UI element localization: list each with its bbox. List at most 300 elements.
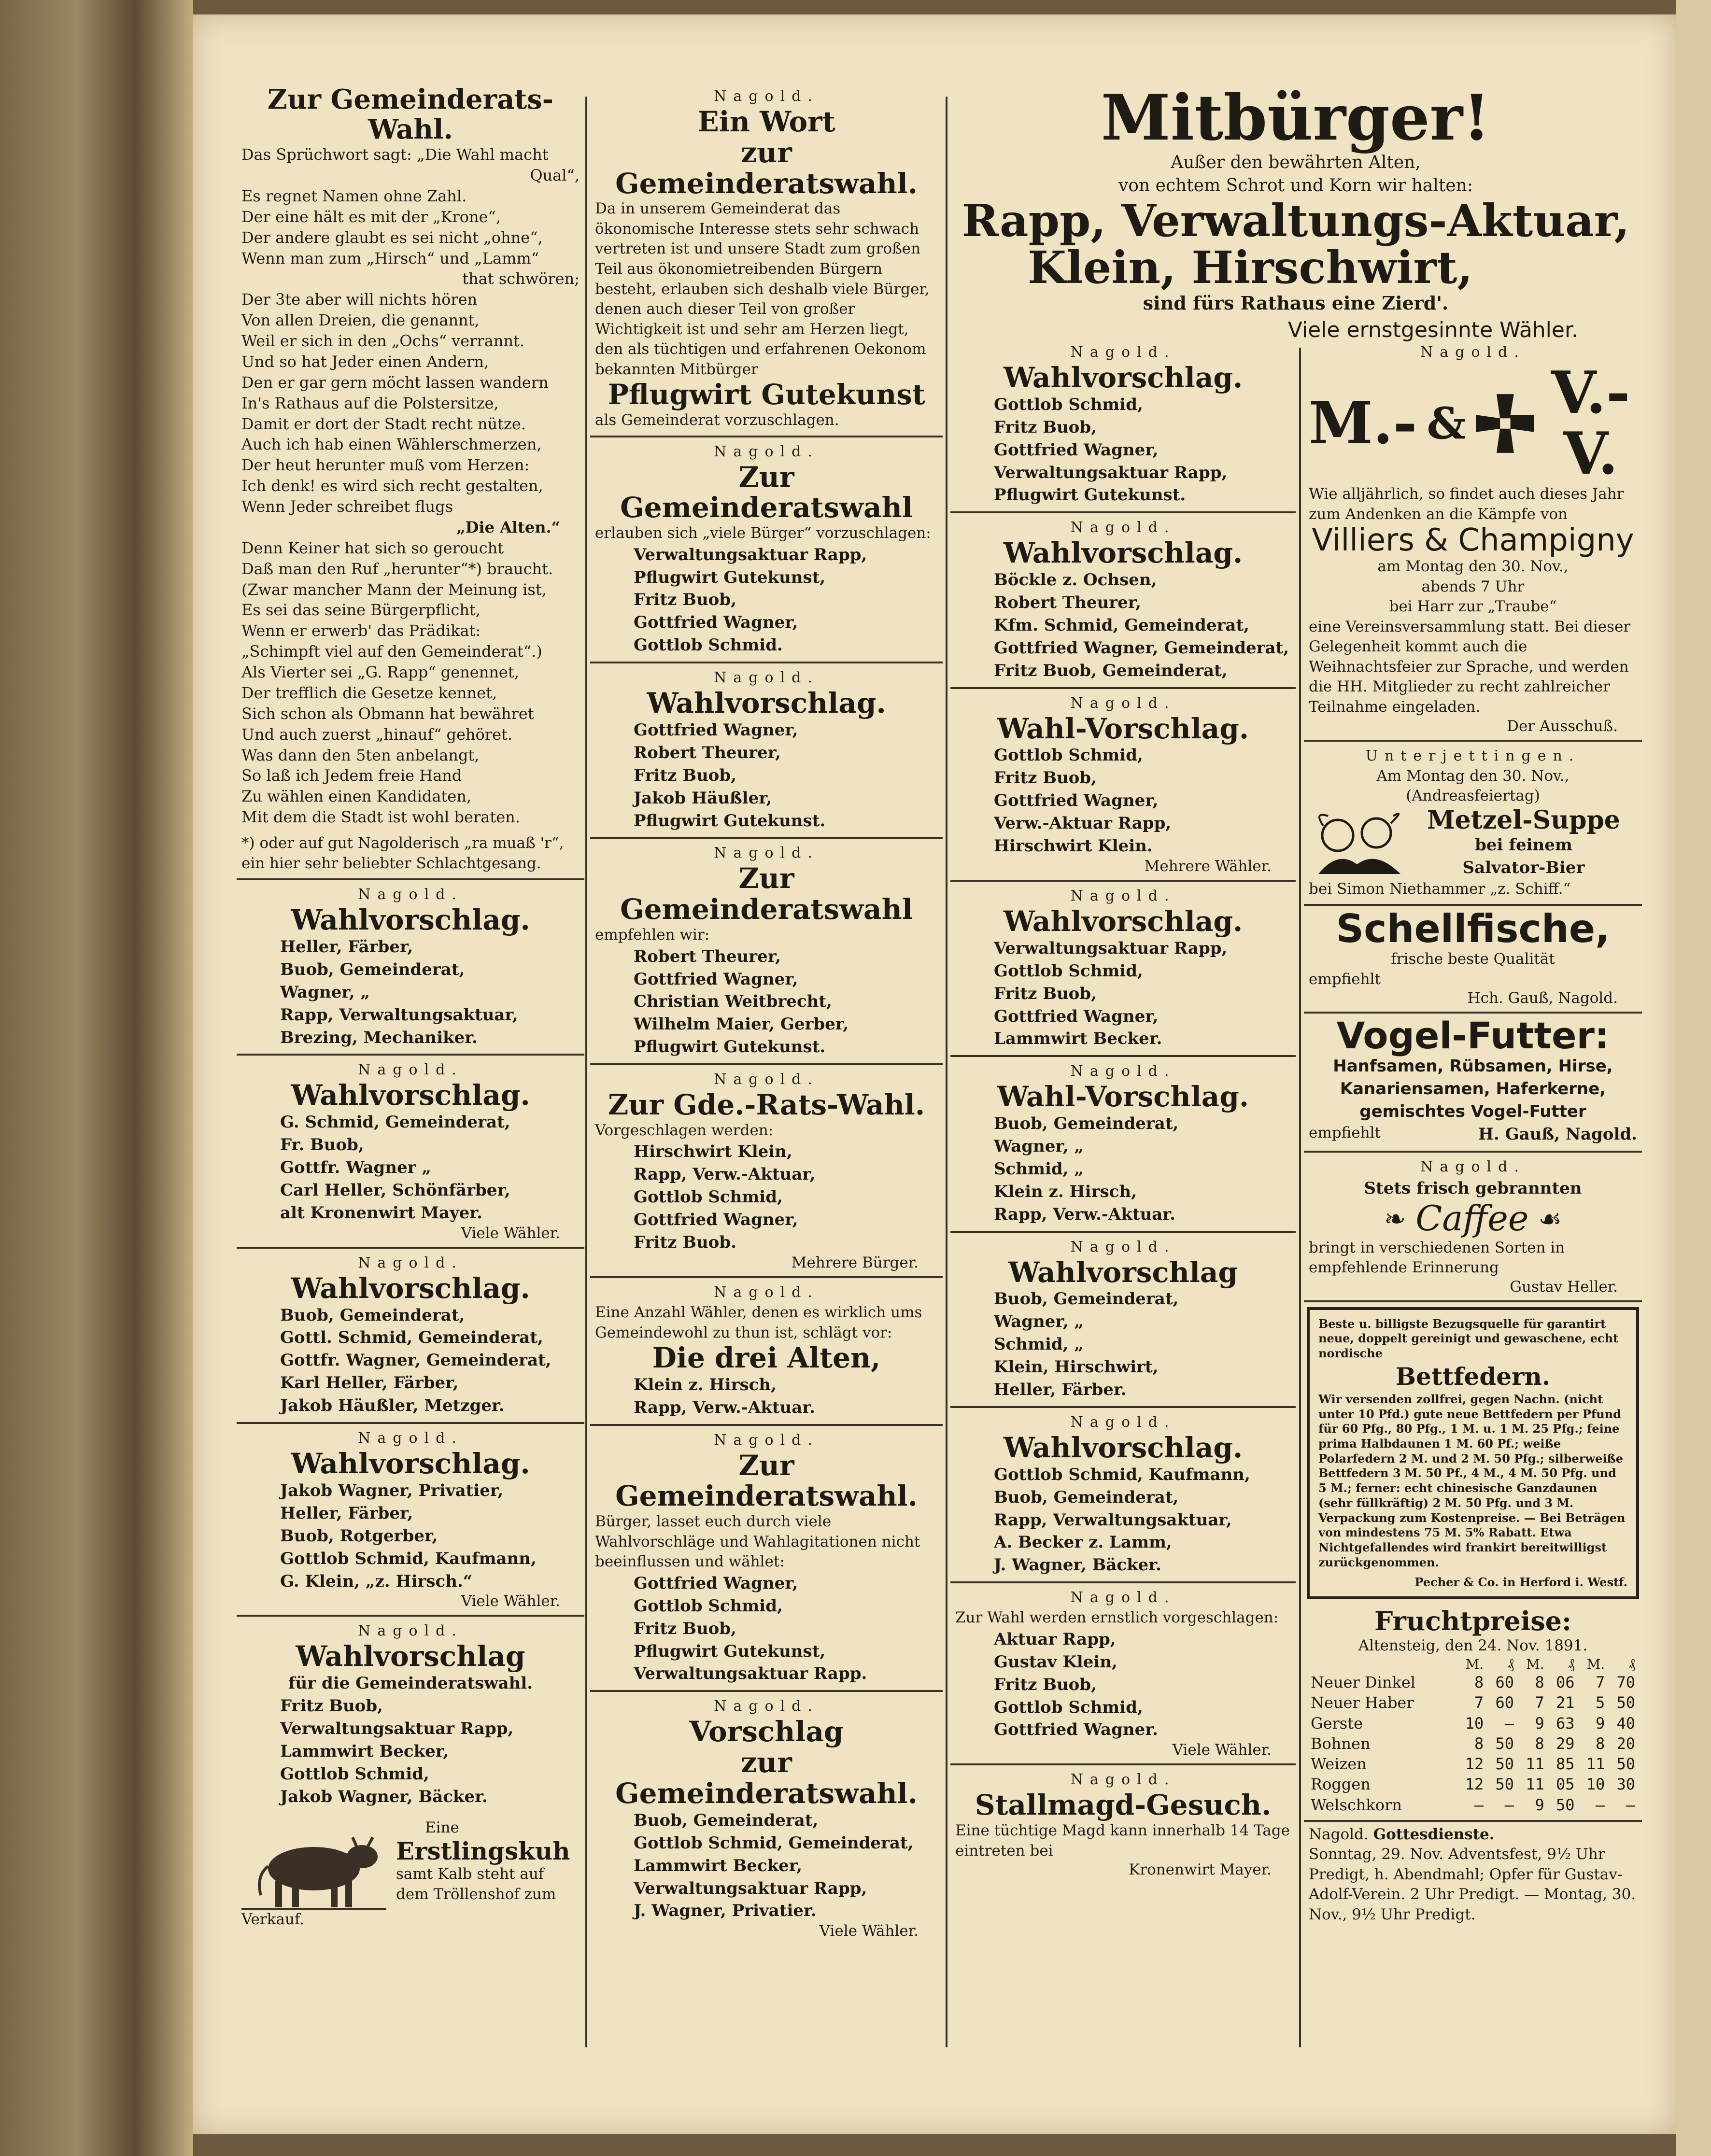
gottesdienste	[1304, 1822, 1642, 1930]
price-cell: 7	[1474, 1693, 1484, 1712]
proposal-text: empfehlen wir:	[595, 926, 710, 944]
candidate-name: G. Schmid, Gemeinderat,	[280, 1113, 510, 1132]
grain-name: Bohnen	[1311, 1734, 1371, 1753]
vogel-ad	[1304, 1014, 1642, 1152]
proposal-title: Ein Wort	[697, 105, 835, 138]
candidate-name: Jakob Wagner, Bäcker.	[280, 1787, 488, 1806]
election-proposal	[590, 1065, 943, 1278]
proposal-text: Zur Wahl werden ernstlich vorgeschlagen:	[955, 1609, 1279, 1627]
caffee-text: bringt in verschiedenen Sorten in empfehlende Erinnerung	[1309, 1239, 1565, 1277]
election-proposal	[590, 1692, 943, 1945]
candidate-name: Gottlob Schmid,	[994, 746, 1143, 765]
vogel-line: gemischtes Vogel-Futter	[1359, 1101, 1586, 1121]
table-row	[1309, 1754, 1637, 1774]
cow-icon	[241, 1823, 386, 1915]
column-4	[1304, 338, 1642, 1930]
price-cell: 30	[1616, 1775, 1635, 1794]
proposal-title: Wahl-Vorschlag.	[997, 1080, 1249, 1113]
iron-cross-icon	[1476, 382, 1535, 465]
price-cell: 70	[1616, 1673, 1635, 1692]
table-header: M.	[1526, 1656, 1544, 1672]
proposal-title: Wahlvorschlag.	[291, 1271, 530, 1305]
price-cell: 11	[1526, 1755, 1544, 1774]
banner-name: Rapp, Verwaltungs-Aktuar,	[962, 194, 1630, 247]
candidate-name: Gottfr. Wagner „	[280, 1158, 431, 1178]
candidate-name: Gottfried Wagner,	[634, 720, 798, 740]
signature: Mehrere Bürger.	[791, 1254, 919, 1271]
candidate-name: Gottlob Schmid, Kaufmann,	[994, 1465, 1250, 1484]
poem-line: Der andere glaubt es sei nicht „ohne“,	[241, 228, 543, 247]
poem-line: So laß ich Jedem freie Hand	[241, 766, 462, 785]
price-cell: 21	[1555, 1693, 1575, 1712]
candidate-name: Jakob Häußler, Metzger.	[280, 1396, 505, 1416]
candidate-name: Klein z. Hirsch,	[994, 1182, 1137, 1201]
candidate-name: Verwaltungsaktuar Rapp,	[994, 463, 1228, 482]
election-proposal	[950, 1408, 1296, 1583]
poem-line: Das Sprüchwort sagt: „Die Wahl macht	[241, 145, 549, 164]
metzel-ad	[1304, 742, 1642, 906]
grain-name: Welschkorn	[1311, 1795, 1402, 1814]
poem-line: Qual“,	[530, 166, 580, 185]
cow-ad-line: samt Kalb steht auf	[396, 1865, 544, 1883]
bettfedern-ad	[1307, 1307, 1639, 1600]
election-proposal	[590, 1426, 943, 1692]
vogel-line: Kanariensamen, Haferkerne,	[1340, 1079, 1606, 1099]
election-proposal	[950, 338, 1296, 513]
candidate-name: Gottl. Schmid, Gemeinderat,	[280, 1328, 543, 1348]
table-row	[1309, 1774, 1637, 1794]
poem-line: „Schimpft viel auf den Gemeinderat“.)	[241, 642, 542, 661]
election-proposal	[590, 663, 943, 839]
price-cell: 8	[1474, 1673, 1484, 1692]
poem-body	[241, 144, 580, 828]
price-cell: 11	[1586, 1755, 1605, 1774]
signature: H. Gauß, Nagold.	[1478, 1124, 1637, 1144]
price-cell: 7	[1535, 1693, 1544, 1712]
poem-line: Von allen Dreien, die genannt,	[241, 311, 480, 330]
mv-villiers: Villiers & Champigny	[1312, 522, 1634, 559]
candidate-name: Schmid, „	[994, 1335, 1084, 1354]
place-name: Nagold.	[1070, 1238, 1176, 1255]
ornament-icon: ❧	[1384, 1203, 1406, 1234]
price-cell: 11	[1526, 1775, 1544, 1794]
metzel-line: Am Montag den 30. Nov.,	[1376, 767, 1570, 785]
poem-line: Und auch zuerst „hinauf“ gehöret.	[241, 725, 513, 744]
signature: Hch. Gauß, Nagold.	[1467, 989, 1618, 1007]
vogel-line: empfiehlt	[1309, 1124, 1381, 1141]
candidate-name: Gottfr. Wagner, Gemeinderat,	[280, 1351, 551, 1370]
candidate-name: Robert Theurer,	[634, 743, 781, 762]
candidate-name: J. Wagner, Privatier.	[634, 1901, 817, 1921]
poem-line: Wenn Jeder schreibet flugs	[241, 497, 453, 516]
grain-name: Neuer Haber	[1311, 1693, 1414, 1712]
place-name: Unterjettingen.	[1365, 747, 1581, 764]
election-proposal	[950, 882, 1296, 1057]
poem-line: Denn Keiner hat sich so geroucht	[241, 538, 504, 557]
poem-line: Der eine hält es mit der „Krone“,	[241, 207, 501, 226]
price-cell: 9	[1595, 1714, 1605, 1733]
price-cell: 50	[1495, 1734, 1514, 1753]
candidate-name: Wagner, „	[280, 982, 370, 1002]
poem-line: Und so hat Jeder einen Andern,	[241, 352, 489, 371]
table-row	[1309, 1692, 1637, 1713]
candidate-name: Gottlob Schmid.	[634, 635, 783, 655]
candidate-name: Fritz Buob,	[994, 768, 1097, 788]
place-name: Nagold.	[714, 1284, 819, 1301]
candidate-name: Fritz Buob,	[634, 765, 736, 785]
mv-where: bei Harr zur „Traube“	[1389, 598, 1557, 616]
candidate-name: Jakob Wagner, Privatier,	[280, 1480, 504, 1500]
mitbuerger-ad	[950, 82, 1641, 352]
proposal-title: Wahlvorschlag	[296, 1640, 525, 1673]
candidate-name: Böckle z. Ochsen,	[994, 570, 1157, 590]
bett-line: Beste u. billigste Bezugsquelle für garantirt neue, doppelt gereinigt und gewaschene, echt nordische	[1318, 1316, 1619, 1361]
poem-line: Damit er dort der Stadt recht nütze.	[241, 414, 526, 433]
candidate-name: Fritz Buob,	[994, 417, 1097, 437]
proposal-text: Eine Anzahl Wähler, denen es wirklich ums Gemeindewohl zu thun ist, schlägt vor:	[595, 1304, 922, 1341]
column-3	[950, 338, 1296, 1883]
cherubs-icon	[1309, 806, 1410, 879]
poem-line: Es sei das seine Bürgerpflicht,	[241, 601, 481, 620]
candidate-name: Gottlob Schmid,	[994, 961, 1143, 981]
proposal-title: Wahlvorschlag.	[1003, 1431, 1243, 1464]
candidate-name: Gottlob Schmid,	[994, 395, 1143, 414]
election-proposal	[590, 437, 943, 664]
place-name: Nagold.	[1070, 1771, 1176, 1789]
proposal-title: zur Gemeinderatswahl.	[615, 136, 918, 200]
price-cell: 7	[1595, 1673, 1605, 1692]
candidate-name: J. Wagner, Bäcker.	[994, 1555, 1161, 1575]
candidate-name: Gottfried Wagner,	[994, 791, 1159, 811]
column-1	[237, 82, 584, 1928]
candidate-name: Pflugwirt Gutekunst.	[634, 1037, 826, 1057]
price-cell: 8	[1535, 1673, 1544, 1692]
caffee-line: Stets frisch gebrannten	[1364, 1178, 1582, 1198]
price-cell: 50	[1616, 1755, 1635, 1774]
poem-line: In's Rathaus auf die Polstersitze,	[241, 394, 499, 412]
proposal-title: Zur Gemeinderatswahl	[620, 460, 913, 524]
candidate-name: Gottfried Wagner.	[994, 1720, 1158, 1740]
election-proposal	[237, 1617, 584, 1813]
candidate-name: Hirschwirt Klein.	[994, 836, 1153, 856]
proposal-title: Wahlvorschlag.	[1003, 536, 1243, 570]
price-cell: 8	[1595, 1734, 1605, 1753]
poem-footnote: *) oder auf gut Nagolderisch „ra muaß 'r“, ein hier sehr beliebter Schlachtgesang.	[241, 834, 564, 872]
vogel-title: Vogel-Futter:	[1336, 1014, 1610, 1057]
election-proposal	[237, 1056, 584, 1248]
candidate-name: Gottlob Schmid, Kaufmann,	[280, 1549, 537, 1568]
price-cell: 05	[1555, 1775, 1575, 1794]
poem-line: Der heut herunter muß vom Herzen:	[241, 456, 530, 475]
price-cell: 8	[1474, 1734, 1484, 1753]
candidate-name: Aktuar Rapp,	[994, 1629, 1116, 1649]
candidate-name: Buob, Gemeinderat,	[994, 1114, 1179, 1134]
caffee-ad	[1304, 1153, 1642, 1302]
candidate-name: Gottfried Wagner,	[994, 1006, 1159, 1026]
signature: Viele Wähler.	[461, 1224, 560, 1242]
fisch-title: Schellfische,	[1336, 906, 1610, 952]
price-cell: 9	[1535, 1714, 1544, 1733]
candidate-name: Jakob Häußler,	[634, 788, 772, 808]
candidate-name: Robert Theurer,	[634, 946, 781, 966]
place-name: Nagold.	[1070, 1589, 1176, 1606]
top-banner	[950, 82, 1641, 352]
candidate-name: Carl Heller, Schönfärber,	[280, 1180, 510, 1200]
proposal-title: Zur Gde.-Rats-Wahl.	[608, 1088, 925, 1122]
place-name: Nagold.	[714, 88, 819, 105]
place-name: Nagold.	[714, 1431, 819, 1449]
cow-ad-title: Erstlingskuh	[396, 1837, 570, 1866]
candidate-name: Klein z. Hirsch,	[634, 1375, 777, 1395]
proposal-text: Eine tüchtige Magd kann innerhalb 14 Tage eintreten bei	[955, 1822, 1290, 1860]
caffee-title: Caffee	[1415, 1198, 1529, 1239]
mitbuerger-headline: Mitbürger!	[1101, 81, 1491, 155]
price-cell: —	[1474, 1795, 1484, 1814]
place-name: Nagold.	[1070, 344, 1176, 361]
candidate-name: Verwaltungsaktuar Rapp,	[634, 545, 867, 564]
price-cell: 12	[1465, 1755, 1484, 1774]
candidate-name: Buob, Gemeinderat,	[994, 1289, 1179, 1309]
column-2	[590, 82, 943, 1945]
metzel-line: bei feinem	[1475, 835, 1572, 855]
bett-title: Bettfedern.	[1395, 1362, 1551, 1391]
candidate-name: Heller, Färber,	[280, 1503, 413, 1523]
signature: Gustav Heller.	[1510, 1278, 1618, 1296]
election-proposal	[950, 513, 1296, 689]
candidate-name: Lammwirt Becker,	[280, 1741, 449, 1761]
price-cell: 50	[1495, 1755, 1514, 1774]
poem-line: Auch ich hab einen Wählerschmerzen,	[241, 435, 542, 454]
candidate-name: Gottfried Wagner,	[634, 613, 798, 633]
candidate-name: Lammwirt Becker,	[634, 1856, 803, 1875]
mv-amp: &	[1427, 397, 1466, 449]
candidate-name: Gottlob Schmid,	[994, 1697, 1143, 1717]
banner-line: sind fürs Rathaus eine Zierd'.	[1143, 292, 1449, 314]
candidate-name: Gottlob Schmid,	[280, 1764, 429, 1784]
proposal-title: Wahlvorschlag	[1008, 1255, 1238, 1289]
place-name: Nagold.	[714, 1698, 819, 1715]
candidate-name: Fritz Buob,	[634, 1619, 736, 1638]
metzel-line: (Andreasfeiertag)	[1406, 787, 1540, 805]
candidate-name: Fritz Buob,	[994, 984, 1097, 1003]
candidate-name: Fr. Buob,	[280, 1135, 364, 1155]
signature: Kronenwirt Mayer.	[1129, 1861, 1272, 1879]
proposal-title: Wahlvorschlag.	[1003, 361, 1243, 394]
fisch-line: frische beste Qualität	[1391, 950, 1555, 968]
proposal-title: Wahlvorschlag.	[291, 903, 530, 937]
place-name: Nagold.	[714, 443, 819, 460]
vogel-line: Hanfsamen, Rübsamen, Hirse,	[1333, 1056, 1613, 1076]
cow-ad-line: Verkauf.	[241, 1910, 305, 1928]
poem-line: (Zwar mancher Mann der Meinung ist,	[241, 580, 547, 599]
price-cell: 50	[1495, 1775, 1514, 1794]
price-cell: —	[1504, 1795, 1514, 1814]
price-cell: 85	[1555, 1755, 1575, 1774]
proposal-title: zur Gemeinderatswahl.	[615, 1746, 918, 1810]
poem-line: Der trefflich die Gesetze kennet,	[241, 683, 497, 702]
bett-signature: Pecher & Co. in Herford i. Westf.	[1414, 1575, 1627, 1589]
table-row	[1309, 1733, 1637, 1754]
candidate-name: Verw.-Aktuar Rapp,	[994, 814, 1172, 833]
candidate-name: Gottlob Schmid,	[634, 1596, 783, 1616]
poem-line: Sich schon als Obmann hat bewähret	[241, 704, 534, 723]
candidate-name: Heller, Färber,	[280, 937, 413, 957]
poem-line: Wenn man zum „Hirsch“ und „Lamm“	[241, 249, 539, 268]
poem-line: Weil er sich in den „Ochs“ verrannt.	[241, 332, 525, 351]
poem-line: Es regnet Namen ohne Zahl.	[241, 186, 467, 205]
candidate-name: Rapp, Verw.-Aktuar.	[994, 1204, 1175, 1224]
signature: Mehrere Wähler.	[1144, 857, 1272, 875]
proposal-title: Stallmagd-Gesuch.	[975, 1789, 1272, 1822]
poem-title: Zur Gemeinderats-Wahl.	[267, 84, 554, 145]
candidate-name: Gottfried Wagner,	[634, 1210, 798, 1230]
candidate-name: Rapp, Verw.-Aktuar.	[634, 1397, 815, 1417]
price-cell: 40	[1616, 1714, 1635, 1733]
place-name: Nagold.	[1070, 1413, 1176, 1431]
price-cell: 8	[1535, 1734, 1544, 1753]
proposal-title: Gemeinderatswahl	[620, 893, 913, 926]
table-header: M.	[1465, 1656, 1484, 1672]
price-cell: 50	[1555, 1795, 1575, 1814]
proposal-title: Zur	[738, 862, 794, 895]
candidate-name: Wagner, „	[994, 1312, 1084, 1332]
banner-name: Klein, Hirschwirt,	[1028, 241, 1473, 294]
signature: Viele Wähler.	[461, 1592, 560, 1610]
candidate-name: Verwaltungsaktuar Rapp,	[634, 1878, 867, 1898]
place-name: Nagold.	[1070, 1063, 1176, 1080]
table-header: ₰	[1568, 1656, 1575, 1672]
proposal-subtitle: für die Gemeinderatswahl.	[288, 1674, 533, 1693]
mv-text2: eine Vereinsversammlung statt. Bei dieser Gelegenheit kommt auch die Weihnachtsfeier zur Sprache, und werden die HH. Mitglieder zu recht zahlreicher Teilnahme eingeladen.	[1309, 618, 1631, 716]
proposal-title: Wahlvorschlag.	[291, 1079, 530, 1112]
price-cell: 50	[1616, 1693, 1635, 1712]
place-name: Nagold.	[358, 1430, 463, 1447]
poem-line: Den er gar gern möcht lassen wandern	[241, 373, 549, 392]
fisch-ad	[1304, 906, 1642, 1014]
proposal-title: Vorschlag	[689, 1715, 844, 1748]
proposal-title: Wahlvorschlag.	[1003, 904, 1243, 938]
gottes-text: Sonntag, 29. Nov. Adventsfest, 9½ Uhr Predigt, h. Abendmahl; Opfer für Gustav-Adolf-Verein. 2 Uhr Predigt. — Montag, 30. Nov., 9½ Uhr Predigt.	[1309, 1846, 1636, 1923]
proposal-title: Wahlvorschlag.	[647, 687, 886, 720]
table-header: M.	[1586, 1656, 1605, 1672]
candidate-name: Christian Weitbrecht,	[634, 992, 832, 1012]
candidate-name: Fritz Buob,	[634, 590, 736, 610]
poem-line: Ich denk! es wird sich recht gestalten,	[241, 477, 543, 495]
election-proposal	[590, 839, 943, 1065]
proposal-text: erlauben sich „viele Bürger“ vorzuschlagen:	[595, 524, 931, 542]
signature: Der Ausschuß.	[1507, 717, 1618, 735]
table-row	[1309, 1672, 1637, 1692]
candidate-name: Schmid, „	[994, 1159, 1084, 1179]
table-row	[1309, 1713, 1637, 1733]
candidate-name: Buob, Gemeinderat,	[994, 1487, 1179, 1507]
price-cell: 9	[1535, 1795, 1544, 1814]
grain-name: Gerste	[1311, 1714, 1363, 1733]
election-proposal	[237, 1249, 584, 1424]
candidate-name: G. Klein, „z. Hirsch.“	[280, 1571, 473, 1591]
election-proposal	[237, 880, 584, 1056]
ornament-icon: ☙	[1538, 1203, 1562, 1234]
column-rule	[946, 97, 947, 2047]
proposal-text: Da in unserem Gemeinderat das ökonomische Interesse stets sehr schwach vertreten ist und unsere Stadt zum großen Teil aus ökonomietreibenden Bürgern besteht, erlauben sich deshalb viele Bürger, denen auch dieser Teil von großer Wichtigkeit ist und sehr am Herzen liegt, den als tüchtigen und erfahrenen Oekonom bekannten Mitbürger	[595, 200, 930, 378]
candidate-name: Fritz Buob,	[994, 1675, 1097, 1694]
candidate-name: Buob, Gemeinderat,	[280, 1305, 465, 1325]
price-cell: 63	[1555, 1714, 1575, 1733]
candidate-name: Brezing, Mechaniker.	[280, 1028, 478, 1047]
mv-text: Wie alljährlich, so findet auch dieses Jahr zum Andenken an die Kämpfe von	[1309, 485, 1624, 523]
candidate-name: Fritz Buob, Gemeinderat,	[994, 661, 1228, 680]
metzel-title: Metzel-Suppe	[1427, 805, 1620, 835]
price-cell: 10	[1586, 1775, 1605, 1794]
proposal-text: Vorgeschlagen werden:	[595, 1121, 774, 1139]
election-proposal	[590, 1278, 943, 1426]
candidate-name: Verwaltungsaktuar Rapp,	[280, 1719, 514, 1739]
candidate-name: Buob, Rotgerber,	[280, 1526, 438, 1546]
metzel-line: bei Simon Niethammer „z. Schiff.“	[1309, 880, 1571, 898]
candidate-name: Rapp, Verw.-Aktuar,	[634, 1165, 816, 1184]
election-proposal	[950, 1765, 1296, 1883]
proposal-text: Bürger, lasset euch durch viele Wahlvorschläge und Wahlagitationen nicht beeinflussen und wählet:	[595, 1513, 920, 1571]
place-name: Nagold.	[358, 1061, 463, 1079]
price-cell: —	[1626, 1795, 1635, 1814]
candidate-name: Gustav Klein,	[994, 1652, 1117, 1672]
place-name: Nagold.	[358, 1622, 463, 1640]
cow-ad	[237, 1813, 584, 1928]
candidate-name: Pflugwirt Gutekunst,	[634, 1641, 826, 1661]
place-name: Nagold.	[358, 886, 463, 903]
price-cell: 12	[1465, 1775, 1484, 1794]
candidate-name: Gottlob Schmid,	[634, 1187, 783, 1207]
place-name: Nagold.	[714, 845, 819, 862]
banner-signature: Viele ernstgesinnte Wähler.	[1287, 317, 1578, 342]
grain-name: Neuer Dinkel	[1311, 1673, 1416, 1692]
candidate-name: Gottlob Schmid, Gemeinderat,	[634, 1833, 914, 1853]
table-row	[1309, 1795, 1637, 1815]
frucht-subtitle: Altensteig, den 24. Nov. 1891.	[1358, 1636, 1588, 1654]
place-name: Nagold.	[714, 1071, 819, 1088]
candidate-name: Kfm. Schmid, Gemeinderat,	[994, 615, 1249, 635]
cow-ad-line: dem Tröllenshof zum	[396, 1885, 556, 1903]
column-rule	[1299, 348, 1301, 2047]
candidate-name: Verwaltungsaktuar Rapp.	[634, 1664, 867, 1684]
fisch-line: empfiehlt	[1309, 970, 1381, 988]
place-name: Nagold.	[358, 1254, 463, 1271]
candidate-name: Pflugwirt Gutekunst.	[994, 485, 1186, 505]
candidate-name: A. Becker z. Lamm,	[994, 1533, 1172, 1552]
candidate-name: Hirschwirt Klein,	[634, 1142, 792, 1162]
place-name: Nagold.	[1420, 344, 1526, 361]
place-name: Nagold.	[714, 669, 819, 687]
candidate-name: Gottfried Wagner,	[994, 440, 1159, 460]
bett-text: Wir versenden zollfrei, gegen Nachn. (nicht unter 10 Pfd.) gute neue Bettfedern per Pfund für 60 Pfg., 80 Pfg., 1 M. u. 1 M. 25 Pfg.; feine prima Halbdaunen 1 M. 60 Pf.; weiße Polarfedern 2 M. und 2 M. 50 Pfg.; silberweiße Bettfedern 3 M. 50 Pf., 4 M., 4 M. 50 Pfg. und 5 M.; ferner: echt chinesische Ganzdaunen (sehr füllkräftig) 2 M. 50 Pfg. und 3 M. Verpackung zum Kostenpreise. — Bei Beträgen von mindestens 75 M. 5% Rabatt. Etwa Nichtgefallendes wird frankirt bereitwilligst zurückgenommen.	[1318, 1392, 1626, 1569]
banner-line: von echtem Schrot und Korn wir halten:	[1118, 175, 1473, 196]
election-proposal	[590, 82, 943, 437]
mv-ad	[1304, 338, 1642, 742]
poem-line: Mit dem die Stadt ist wohl beraten.	[241, 808, 520, 827]
column-rule	[585, 97, 587, 2047]
poem-line: Wenn er erwerb' das Prädikat:	[241, 621, 481, 640]
proposal-name: Pflugwirt Gutekunst	[608, 378, 925, 411]
candidate-name: Gottfried Wagner, Gemeinderat,	[994, 638, 1289, 658]
proposal-title: Wahl-Vorschlag.	[997, 712, 1249, 745]
fruchtpreise	[1304, 1604, 1642, 1822]
poem-line: Zu wählen einen Kandidaten,	[241, 787, 471, 806]
candidate-name: Verwaltungsaktuar Rapp,	[994, 938, 1228, 958]
banner-line: Außer den bewährten Alten,	[1171, 152, 1421, 172]
mv-date: am Montag den 30. Nov.,	[1377, 558, 1569, 576]
candidate-name: Fritz Buob.	[634, 1233, 736, 1253]
proposal-title: Die drei Alten,	[652, 1341, 881, 1375]
